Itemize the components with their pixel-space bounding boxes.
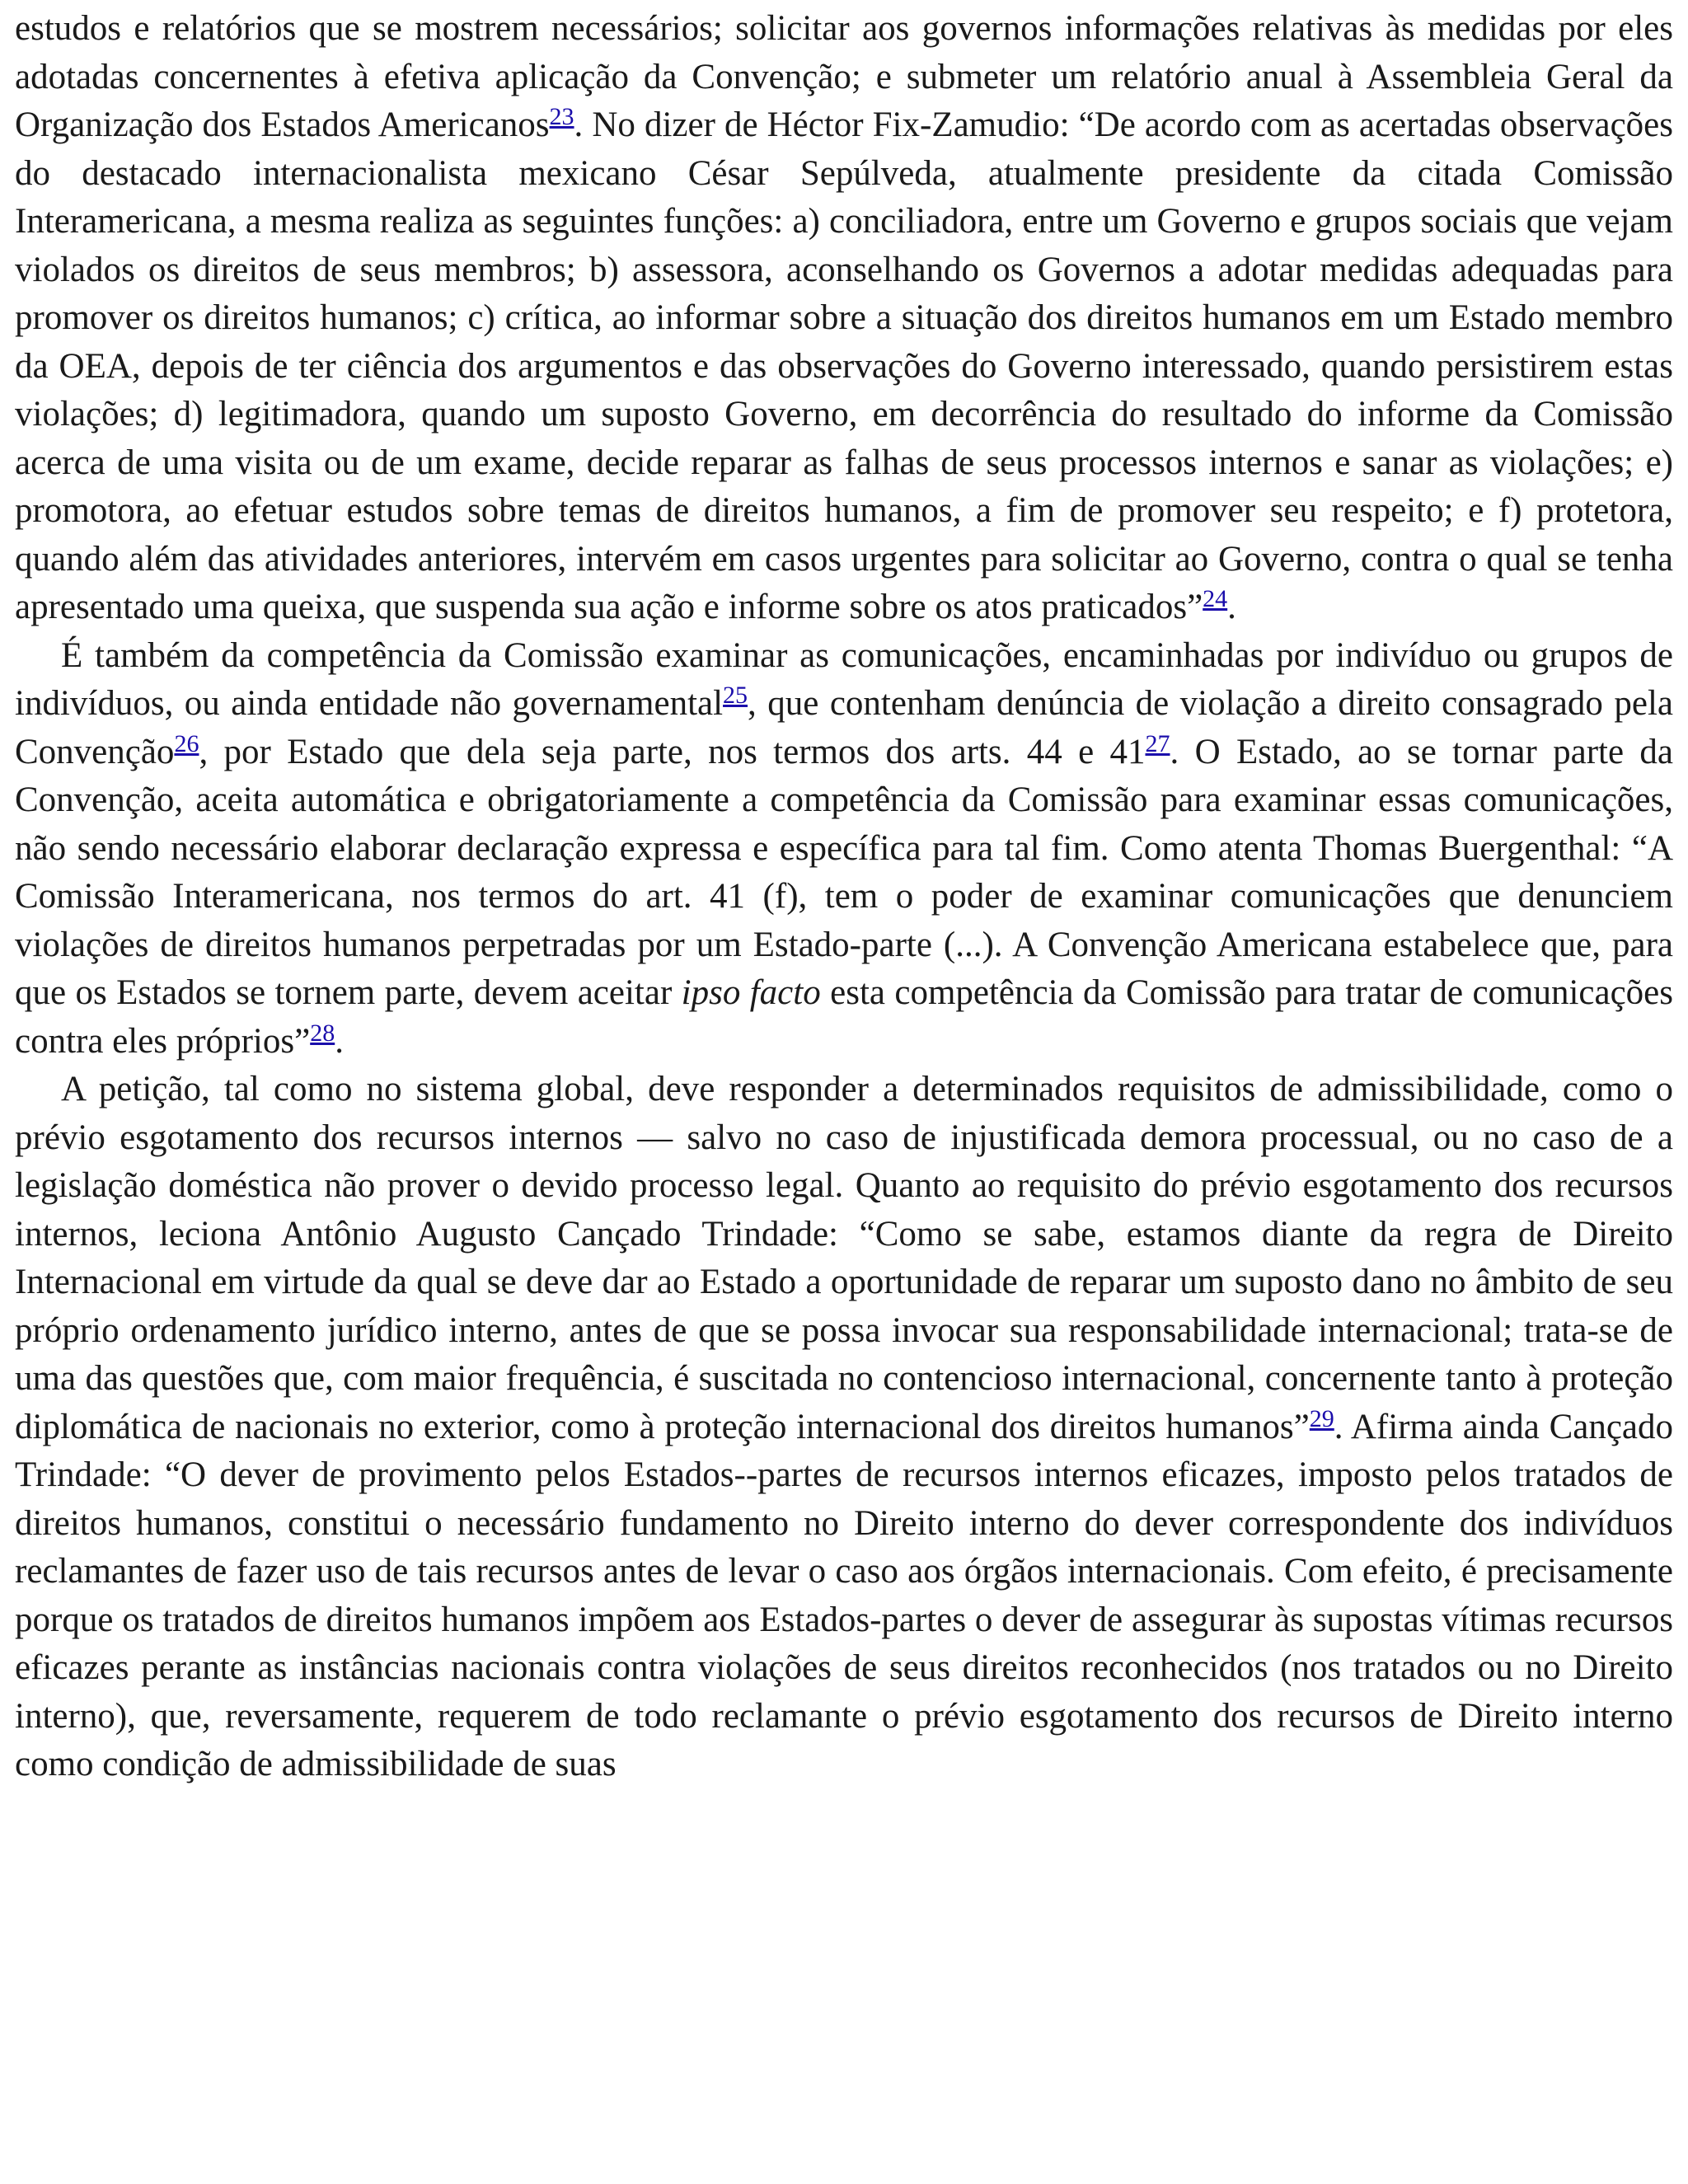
footnote-ref-24[interactable]: 24 [1203,585,1228,612]
text-run: estudos e relatórios que se mostrem necessários; solicitar aos governos informações relativas às medidas por eles adotadas concernentes à efetiva aplicação da Convenção; e submeter um relatório anual à Assembleia Geral da Organização dos Estados Americanos [15,9,1673,144]
footnote-ref-23[interactable]: 23 [549,103,574,130]
footnote-ref-29[interactable]: 29 [1309,1404,1334,1432]
italic-text: ipso facto [681,973,821,1012]
text-run: . Afirma ainda Cançado Trindade: “O dever de provimento pelos Estados--partes de recursos internos eficazes, imposto pelos tratados de direitos humanos, constitui o necessário fundamento no Direito interno do dever correspondente dos indivíduos reclamantes de fazer uso de tais recursos antes de levar o caso aos órgãos internacionais. Com efeito, é precisamente porque os tratados de direitos humanos impõem aos Estados-partes o dever de assegurar às supostas vítimas recursos eficazes perante as instâncias nacionais contra violações de seus direitos reconhecidos (nos tratados ou no Direito interno), que, reversamente, requerem de todo reclamante o prévio esgotamento dos recursos de Direito interno como condição de admissibilidade de suas [15,1407,1674,1783]
text-run: É também da competência da Comissão examinar as comunicações, encaminhadas por indivíduo ou grupos de indivíduos, ou ainda entidade não governamental [15,635,1673,723]
document-page [15,5,1673,1789]
text-run: . O Estado, ao se tornar parte da Convenção, aceita automática e obrigatoriamente a competência da Comissão para examinar essas comunicações, não sendo necessário elaborar declaração expressa e específica para tal fim. Como atenta Thomas Buergenthal: “A Comissão Interamericana, nos termos do art. 41 (f), tem o poder de examinar comunicações que denunciem violações de direitos humanos perpetradas por um Estado-parte (...). A Convenção Americana estabelece que, para que os Estados se tornem parte, devem aceitar [15,732,1673,1012]
text-run: A petição, tal como no sistema global, deve responder a determinados requisitos de admissibilidade, como o prévio esgotamento dos recursos internos — salvo no caso de injustificada demora processual, ou no caso de a legislação doméstica não prover o devido processo legal. Quanto ao requisito do prévio esgotamento dos recursos internos, leciona Antônio Augusto Cançado Trindade: “Como se sabe, estamos diante da regra de Direito Internacional em virtude da qual se deve dar ao Estado a oportunidade de reparar um suposto dano no âmbito de seu próprio ordenamento jurídico interno, antes de que se possa invocar sua responsabilidade internacional; trata-se de uma das questões que, com maior frequência, é suscitada no contencioso internacional, concernente tanto à proteção diplomática de nacionais no exterior, como à proteção internacional dos direitos humanos” [15,1070,1673,1446]
text-run: , que contenham denúncia de violação a direito consagrado pela Convenção [15,684,1673,771]
footnote-ref-27[interactable]: 27 [1145,729,1170,757]
paragraph-2 [15,632,1673,1066]
text-run: , por Estado que dela seja parte, nos termos dos arts. 44 e 41 [199,732,1146,771]
footnote-ref-26[interactable]: 26 [174,729,199,757]
footnote-ref-28[interactable]: 28 [310,1019,335,1047]
text-run: esta competência da Comissão para tratar de comunicações contra eles próprios” [15,973,1674,1061]
footnote-ref-25[interactable]: 25 [723,682,748,709]
text-run: . [335,1021,344,1061]
paragraph-1 [15,5,1673,632]
text-run: . No dizer de Héctor Fix-Zamudio: “De acordo com as acertadas observações do destacado internacionalista mexicano César Sepúlveda, atualmente presidente da citada Comissão Interamericana, a mesma realiza as seguintes funções: a) conciliadora, entre um Governo e grupos sociais que vejam violados os direitos de seus membros; b) assessora, aconselhando os Governos a adotar medidas adequadas para promover os direitos humanos; c) crítica, ao informar sobre a situação dos direitos humanos em um Estado membro da OEA, depois de ter ciência dos argumentos e das observações do Governo interessado, quando persistirem estas violações; d) legitimadora, quando um suposto Governo, em decorrência do resultado do informe da Comissão acerca de uma visita ou de um exame, decide reparar as falhas de seus processos internos e sanar as violações; e) promotora, ao efetuar estudos sobre temas de direitos humanos, a fim de promover seu respeito; e f) protetora, quando além das atividades anteriores, intervém em casos urgentes para solicitar ao Governo, contra o qual se tenha apresentado uma queixa, que suspenda sua ação e informe sobre os atos praticados” [15,105,1673,626]
text-run: . [1227,588,1236,626]
paragraph-3 [15,1066,1673,1789]
